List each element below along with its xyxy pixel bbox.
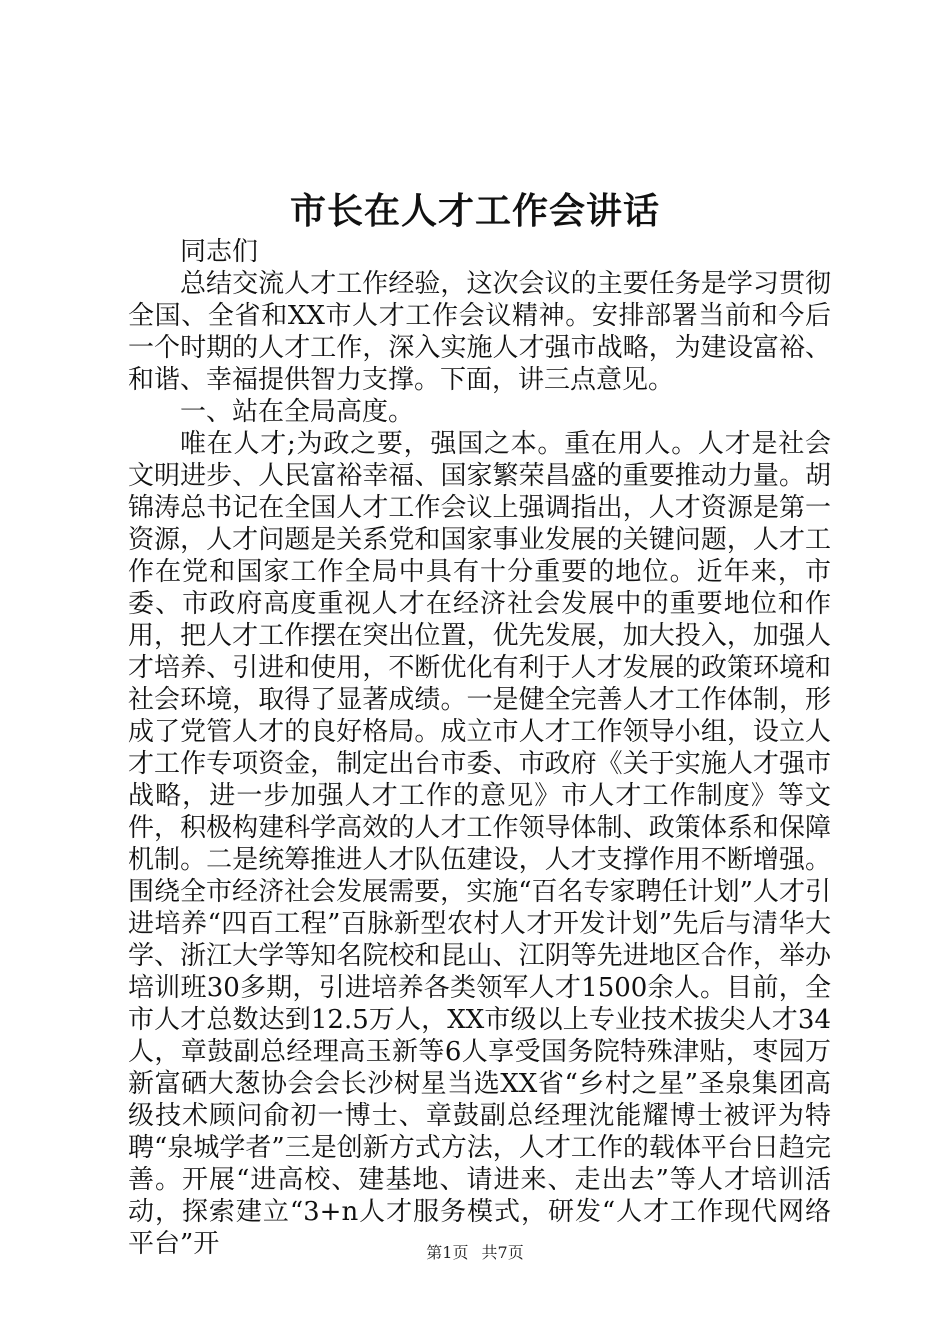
- page-footer: [0, 1240, 950, 1263]
- paragraph-salutation: 同志们: [180, 237, 259, 267]
- paragraph-intro: 总结交流人才工作经验，这次会议的主要任务是学习贯彻全国、全省和XX市人才工作会议精神。安排部署当前和今后一个时期的人才工作，深入实施人才强市战略，为建设富裕、和谐、幸福提供智力支撑。下面，讲三点意见。: [128, 269, 831, 395]
- paragraph-main: 唯在人才;为政之要，强国之本。重在用人。人才是社会文明进步、人民富裕幸福、国家繁荣昌盛的重要推动力量。胡锦涛总书记在全国人才工作会议上强调指出，人才资源是第一资源，人才问题是关系党和国家事业发展的关键问题，人才工作在党和国家工作全局中具有十分重要的地位。近年来，市委、市政府高度重视人才在经济社会发展中的重要地位和作用，把人才工作摆在突出位置，优先发展，加大投入，加强人才培养、引进和使用，不断优化有利于人才发展的政策环境和社会环境，取得了显著成绩。一是健全完善人才工作体制，形成了党管人才的良好格局。成立市人才工作领导小组，设立人才工作专项资金，制定出台市委、市政府《关于实施人才强市战略，进一步加强人才工作的意见》市人才工作制度》等文件，积极构建科学高效的人才工作领导体制、政策体系和保障机制。二是统筹推进人才队伍建设，人才支撑作用不断增强。围绕全市经济社会发展需要，实施“百名专家聘任计划”人才引进培养“四百工程”百脉新型农村人才开发计划”先后与清华大学、浙江大学等知名院校和昆山、江阴等先进地区合作，举办培训班30多期，引进培养各类领军人才1500余人。目前，全市人才总数达到12.5万人，XX市级以上专业技术拔尖人才34人，章鼓副总经理高玉新等6人享受国务院特殊津贴，枣园万新富硒大葱协会会长沙树星当选XX省“乡村之星”圣泉集团高级技术顾问俞初一博士、章鼓副总经理沈能耀博士被评为特聘“泉城学者”三是创新方式方法，人才工作的载体平台日趋完善。开展“进高校、建基地、请进来、走出去”等人才培训活动，探索建立“3+n人才服务模式，研发“人才工作现代网络平台”开: [128, 429, 831, 1259]
- page-total: 共7页: [481, 1243, 524, 1262]
- page-title: 市长在人才工作会讲话: [289, 190, 660, 232]
- page-number: 第1页: [426, 1243, 469, 1262]
- paragraph-heading-1: 一、站在全局高度。: [180, 397, 415, 427]
- document-body: [128, 236, 831, 1260]
